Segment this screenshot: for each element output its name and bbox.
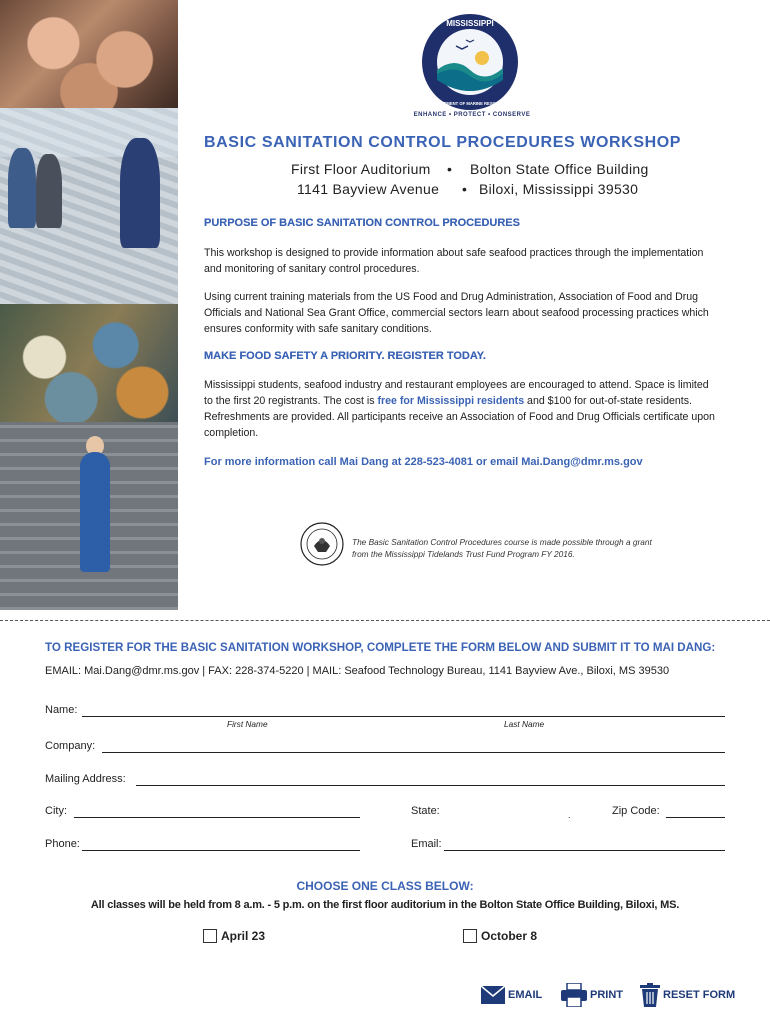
registration-contact-info: EMAIL: Mai.Dang@dmr.ms.gov | FAX: 228-374-5220 | MAIL: Seafood Technology Bureau, 1141 Bayview Ave., Biloxi, MS 39530 <box>45 665 670 677</box>
dmr-logo <box>420 12 520 112</box>
choose-class-heading: CHOOSE ONE CLASS BELOW: <box>296 879 474 893</box>
name-field[interactable] <box>82 716 725 717</box>
reset-form-button-label: RESET FORM <box>663 989 736 1001</box>
tagline: ENHANCE • PROTECT • CONSERVE <box>413 112 531 118</box>
phone-label: Phone: <box>45 838 80 850</box>
state-field[interactable]: . <box>568 810 571 820</box>
shrimp-photo <box>0 0 178 108</box>
printer-icon <box>561 983 587 1007</box>
trash-icon <box>640 983 660 1007</box>
email-button[interactable] <box>481 986 542 1004</box>
state-label: State: <box>411 805 440 817</box>
venue: First Floor Auditorium <box>291 161 431 177</box>
venue-bullet: • <box>447 161 453 177</box>
october-8-label: October 8 <box>481 929 538 943</box>
street: 1141 Bayview Avenue <box>297 181 440 197</box>
envelope-icon <box>481 986 505 1004</box>
print-button-label: PRINT <box>590 989 623 1001</box>
october-8-checkbox[interactable] <box>463 929 477 943</box>
registration-title: TO REGISTER FOR THE BASIC SANITATION WORKSHOP, COMPLETE THE FORM BELOW AND SUBMIT IT TO MAI DANG: <box>45 641 716 654</box>
priority-heading: MAKE FOOD SAFETY A PRIORITY. REGISTER TODAY. <box>204 350 486 362</box>
phone-field[interactable] <box>82 850 360 851</box>
logo-text-bottom: DEPARTMENT OF MARINE RESOURCES <box>429 101 511 106</box>
state-seal-icon <box>300 522 344 566</box>
city-label: City: <box>45 805 67 817</box>
mailing-address-field[interactable] <box>136 785 725 786</box>
city-field[interactable] <box>74 817 360 818</box>
email-button-label: EMAIL <box>508 989 543 1001</box>
building: Bolton State Office Building <box>470 161 649 177</box>
priority-text-end: and $100 for out-of-state residents. Refreshments are provided. All participants receive an Association of Food and Drug Officials certificate upon completion. <box>204 395 715 439</box>
class-time-note: All classes will be held from 8 a.m. - 5 p.m. on the first floor auditorium in the Bolton State Office Building, Biloxi, MS. <box>90 899 680 911</box>
address-bullet: • <box>462 181 468 197</box>
priority-paragraph <box>204 377 719 441</box>
processing-plant-photo <box>0 422 178 610</box>
name-label: Name: <box>45 704 78 716</box>
april-23-label: April 23 <box>221 929 266 943</box>
grant-note: The Basic Sanitation Control Procedures course is made possible through a grant from the Mississippi Tidelands Trust Fund Program FY 2016. <box>352 537 652 559</box>
company-field[interactable] <box>102 752 725 753</box>
crabs-photo <box>0 304 178 422</box>
purpose-paragraph-1: This workshop is designed to provide information about safe seafood practices through the implementation and monitoring of sanitary control procedures. <box>204 247 704 275</box>
purpose-paragraph-2: Using current training materials from the US Food and Drug Administration, Association of Food and Drug Officials and National Sea Grant Office, commercial sectors learn about seafood processing practices which ensures conformity with safe sanitary conditions. <box>204 291 709 335</box>
email-field[interactable] <box>444 850 725 851</box>
email-label: Email: <box>411 838 442 850</box>
april-23-checkbox[interactable] <box>203 929 217 943</box>
city-address: Biloxi, Mississippi 39530 <box>479 181 639 197</box>
cut-line-divider <box>0 620 770 621</box>
priority-text-start: Mississippi students, seafood industry and restaurant employees are encouraged to attend. Space is limited to the first 20 registrants. The cost is <box>204 379 709 407</box>
purpose-heading: PURPOSE OF BASIC SANITATION CONTROL PROCEDURES <box>204 217 520 229</box>
zip-code-label: Zip Code: <box>612 805 660 817</box>
reset-form-button[interactable] <box>640 983 735 1007</box>
print-button[interactable] <box>561 983 623 1007</box>
mailing-address-label: Mailing Address: <box>45 773 126 785</box>
workers-processing-photo <box>0 108 178 304</box>
workshop-title: BASIC SANITATION CONTROL PROCEDURES WORKSHOP <box>204 134 682 151</box>
first-name-caption: First Name <box>227 719 268 729</box>
photo-column <box>0 0 178 610</box>
last-name-caption: Last Name <box>504 719 545 729</box>
zip-code-field[interactable] <box>666 817 725 818</box>
contact-line: For more information call Mai Dang at 228-523-4081 or email Mai.Dang@dmr.ms.gov <box>204 456 643 468</box>
free-highlight: free for Mississippi residents <box>377 395 525 407</box>
company-label: Company: <box>45 740 96 752</box>
logo-text-top: MISSISSIPPI <box>446 19 494 28</box>
